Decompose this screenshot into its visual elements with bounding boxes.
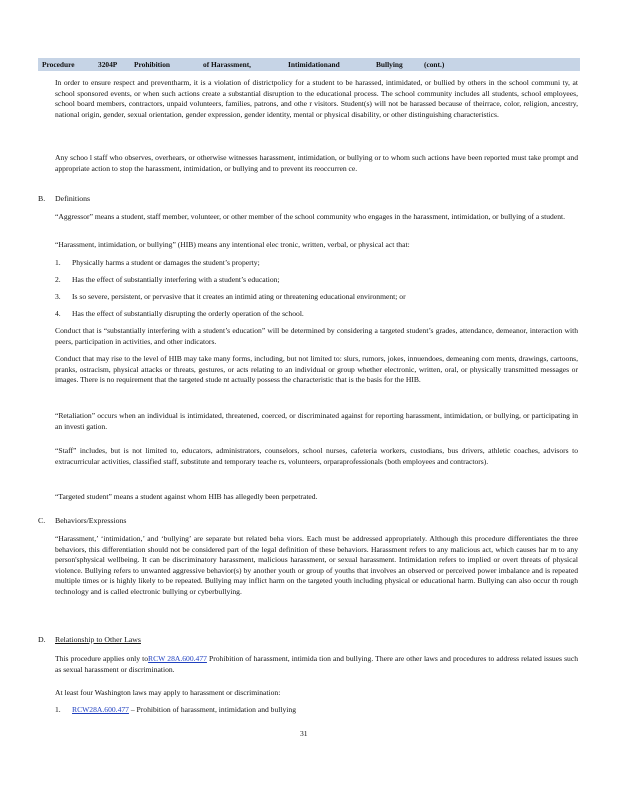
section-d-letter: D. — [38, 635, 46, 644]
law-item-text: – Prohibition of harassment, intimidation and bullying — [128, 705, 297, 714]
page-number: 31 — [300, 729, 308, 738]
rcw-link[interactable]: RCW28A.600.477 — [72, 705, 129, 714]
header-title-c: Intimidationand — [288, 60, 340, 69]
list-number: 2. — [55, 275, 61, 284]
relationship-paragraph — [55, 654, 578, 675]
behaviors-paragraph: “Harassment,’ ‘intimidation,’ and ‘bullying’ are separate but related beha viors. Each must be addressed appropriately. Although this procedure differentiates the three behaviors, this differentiation should not be considered part of the legal definition of these behaviors. Harassment refers to any malicious act, which causes har m to any person'sphysical wellbeing. It can be discriminatory harassment, malicious harassment, or sexual harassment. Intimidation refers to implied or overt threats of physical violence. Bullying refers to unwanted aggressive behavior(s) by another youth or group of youths that involves an observed or perceived power imbalance and is repeated multiple times or is highly likely to be repeated. Bullying may inflict harm on the targeted youth including physical or educational harm. Bullying can also occur th rough technology and is called electronic bullying or cyberbullying. — [55, 534, 578, 596]
intro-paragraph-2: Any schoo l staff who observes, overhears, or otherwise witnesses harassment, intimidation, or bullying or to whom such actions have been reported must take prompt and appropriate action to stop the harassment, intimidation, or bullying and to prevent its reoccurren ce. — [55, 153, 578, 173]
aggressor-definition: “Aggressor” means a student, staff member, volunteer, or other member of the school community who engages in the harassment, intimidation, or bullying of a student. — [55, 212, 566, 221]
list-number: 3. — [55, 292, 61, 301]
procedure-header-bar — [38, 58, 580, 71]
section-b-title: Definitions — [55, 194, 91, 203]
staff-definition: “Staff” includes, but is not limited to, educators, administrators, counselors, school nurses, cafeteria workers, custodians, bus drivers, athletic coaches, advisors to extracurricular activities, classified staff, substitute and temporary teache rs, volunteers, orparaprofessionals (both employees and contractors). — [55, 446, 578, 466]
section-b-letter: B. — [38, 194, 46, 203]
section-c-title: Behaviors/Expressions — [55, 516, 127, 525]
header-title-a: Prohibition — [134, 60, 171, 69]
header-title-b: of Harassment, — [203, 60, 252, 69]
list-text: Physically harms a student or damages the student’s property; — [72, 258, 260, 267]
intro-paragraph-1: In order to ensure respect and preventharm, it is a violation of districtpolicy for a student to be harassed, intimidated, or bullied by others in the school communi ty, at school sponsored events, or when such actions create a substantial disruption to the educational process. The school community includes all students, school employees, school board members, contractors, unpaid volunteers, families, patrons, and othe r visitors. Student(s) will not be harassed because of theirrace, color, religion, ancestry, national origin, gender, sexual orientation, gender expression, gender identity, mental or physical disability, or other distinguishing characteristics. — [55, 78, 578, 119]
header-title-d: Bullying — [376, 60, 403, 69]
list-number: 1. — [55, 705, 61, 714]
relationship-text-post: Prohibition of harassment, intimida tion and bullying. There are other laws and procedures to address related issues such as sexual harassment or discrimination. — [55, 654, 579, 674]
header-number: 3204P — [98, 60, 118, 69]
targeted-student-definition: “Targeted student” means a student against whom HIB has allegedly been perpetrated. — [55, 492, 318, 501]
header-cont: (cont.) — [424, 60, 445, 69]
list-text: Has the effect of substantially disrupting the orderly operation of the school. — [72, 309, 304, 318]
list-text — [72, 705, 296, 716]
hib-definition: “Harassment, intimidation, or bullying” (HIB) means any intentional elec tronic, written, verbal, or physical act that: — [55, 240, 410, 249]
relationship-text-pre: This procedure applies only to — [55, 654, 149, 663]
conduct-interfering-paragraph: Conduct that is “substantially interfering with a student’s education” will be determined by considering a targeted student’s grades, attendance, demeanor, interaction with peers, participation in activities, and other indicators. — [55, 326, 578, 346]
rcw-link[interactable]: RCW 28A.600.477 — [148, 654, 207, 663]
washington-laws-paragraph: At least four Washington laws may apply to harassment or discrimination: — [55, 688, 281, 697]
retaliation-definition: “Retaliation” occurs when an individual is intimidated, threatened, coerced, or discriminated against for reporting harassment, intimidation, or bullying, or participating in an investi gation. — [55, 411, 578, 431]
list-number: 1. — [55, 258, 61, 267]
section-d-title: Relationship to Other Laws — [55, 635, 141, 644]
list-text: Is so severe, persistent, or pervasive that it creates an intimid ating or threatening educational environment; or — [72, 292, 406, 301]
section-c-letter: C. — [38, 516, 46, 525]
conduct-forms-paragraph: Conduct that may rise to the level of HIB may take many forms, including, but not limited to: slurs, rumors, jokes, innuendoes, demeaning com ments, drawings, cartoons, pranks, ostracism, physical attacks or threats, gestures, or acts relating to an individual or group whether electronic, written, oral, or physically transmitted messages or images. There is no requirement that the targeted stude nt actually possess the characteristic that is the basis for the HIB. — [55, 354, 578, 385]
list-number: 4. — [55, 309, 61, 318]
header-procedure: Procedure — [42, 60, 75, 69]
list-text: Has the effect of substantially interfering with a student’s education; — [72, 275, 280, 284]
